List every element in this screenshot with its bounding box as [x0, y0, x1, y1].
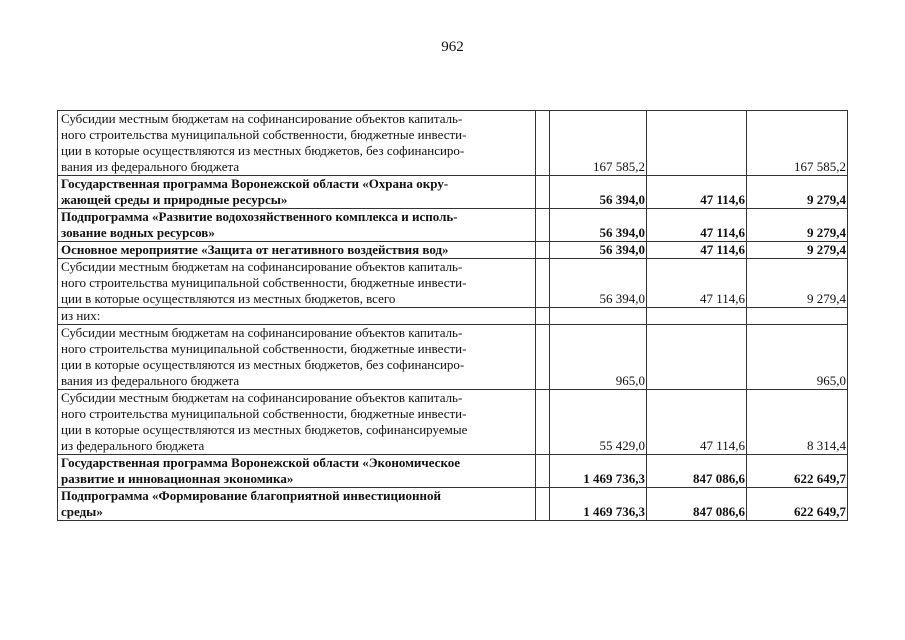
description-line: ного строительства муниципальной собственности, бюджетные инвести- [61, 341, 467, 356]
value-cell-1: 1 469 736,3 [550, 455, 647, 488]
description-line: ции в которые осуществляются из местных бюджетов, всего [61, 291, 396, 306]
value-cell-3: 965,0 [747, 325, 848, 390]
description-line: Субсидии местным бюджетам на софинансирование объектов капиталь- [61, 325, 463, 340]
description-line: жающей среды и природные ресурсы» [61, 192, 288, 207]
value-cell-2: 47 114,6 [647, 259, 747, 308]
value-cell-2: 47 114,6 [647, 242, 747, 259]
value-cell-3: 167 585,2 [747, 111, 848, 176]
value-cell-3: 8 314,4 [747, 390, 848, 455]
row-description [58, 390, 536, 455]
row-description [58, 308, 536, 325]
description-line: Субсидии местным бюджетам на софинансирование объектов капиталь- [61, 390, 463, 405]
row-description [58, 455, 536, 488]
spacer-cell [536, 308, 550, 325]
value-cell-1 [550, 308, 647, 325]
budget-table [57, 110, 848, 521]
description-line: ного строительства муниципальной собственности, бюджетные инвести- [61, 275, 467, 290]
value-cell-2 [647, 308, 747, 325]
value-cell-1: 56 394,0 [550, 242, 647, 259]
value-cell-3 [747, 308, 848, 325]
table-row [58, 488, 848, 521]
row-description [58, 259, 536, 308]
value-cell-3: 622 649,7 [747, 455, 848, 488]
description-line: Подпрограмма «Формирование благоприятной инвестиционной [61, 488, 441, 503]
table-row [58, 111, 848, 176]
description-line: вания из федерального бюджета [61, 159, 240, 174]
row-description [58, 209, 536, 242]
value-cell-3: 9 279,4 [747, 209, 848, 242]
value-cell-3: 622 649,7 [747, 488, 848, 521]
description-line: ции в которые осуществляются из местных бюджетов, софинансируемые [61, 422, 468, 437]
description-line: Основное мероприятие «Защита от негативного воздействия вод» [61, 242, 449, 257]
value-cell-2: 47 114,6 [647, 390, 747, 455]
value-cell-1: 167 585,2 [550, 111, 647, 176]
row-description [58, 111, 536, 176]
value-cell-1: 56 394,0 [550, 209, 647, 242]
description-line: Государственная программа Воронежской области «Экономическое [61, 455, 461, 470]
value-cell-2: 847 086,6 [647, 455, 747, 488]
spacer-cell [536, 390, 550, 455]
description-line: Субсидии местным бюджетам на софинансирование объектов капиталь- [61, 111, 463, 126]
value-cell-2: 47 114,6 [647, 209, 747, 242]
value-cell-2: 47 114,6 [647, 176, 747, 209]
spacer-cell [536, 242, 550, 259]
table-row [58, 259, 848, 308]
description-line: вания из федерального бюджета [61, 373, 240, 388]
row-description [58, 488, 536, 521]
value-cell-1: 1 469 736,3 [550, 488, 647, 521]
table-row [58, 325, 848, 390]
table-body [58, 111, 848, 521]
value-cell-1: 56 394,0 [550, 259, 647, 308]
value-cell-2: 847 086,6 [647, 488, 747, 521]
spacer-cell [536, 111, 550, 176]
description-line: зование водных ресурсов» [61, 225, 215, 240]
value-cell-2 [647, 325, 747, 390]
description-line: развитие и инновационная экономика» [61, 471, 294, 486]
spacer-cell [536, 209, 550, 242]
spacer-cell [536, 325, 550, 390]
description-line: из федерального бюджета [61, 438, 205, 453]
value-cell-3: 9 279,4 [747, 176, 848, 209]
table-row [58, 176, 848, 209]
description-line: ции в которые осуществляются из местных бюджетов, без софинансиро- [61, 357, 465, 372]
description-line: ции в которые осуществляются из местных бюджетов, без софинансиро- [61, 143, 465, 158]
table-row [58, 390, 848, 455]
spacer-cell [536, 455, 550, 488]
table-row [58, 209, 848, 242]
value-cell-3: 9 279,4 [747, 242, 848, 259]
spacer-cell [536, 259, 550, 308]
table-row [58, 242, 848, 259]
value-cell-2 [647, 111, 747, 176]
description-line: среды» [61, 504, 103, 519]
row-description [58, 176, 536, 209]
table-row [58, 455, 848, 488]
page-number: 962 [441, 39, 464, 55]
value-cell-1: 56 394,0 [550, 176, 647, 209]
value-cell-3: 9 279,4 [747, 259, 848, 308]
description-line: ного строительства муниципальной собственности, бюджетные инвести- [61, 127, 467, 142]
row-description [58, 242, 536, 259]
spacer-cell [536, 176, 550, 209]
value-cell-1: 965,0 [550, 325, 647, 390]
description-line: Подпрограмма «Развитие водохозяйственного комплекса и исполь- [61, 209, 458, 224]
description-line: Государственная программа Воронежской области «Охрана окру- [61, 176, 449, 191]
spacer-cell [536, 488, 550, 521]
description-line: ного строительства муниципальной собственности, бюджетные инвести- [61, 406, 467, 421]
row-description [58, 325, 536, 390]
description-line: из них: [61, 308, 101, 323]
table-row [58, 308, 848, 325]
description-line: Субсидии местным бюджетам на софинансирование объектов капиталь- [61, 259, 463, 274]
value-cell-1: 55 429,0 [550, 390, 647, 455]
